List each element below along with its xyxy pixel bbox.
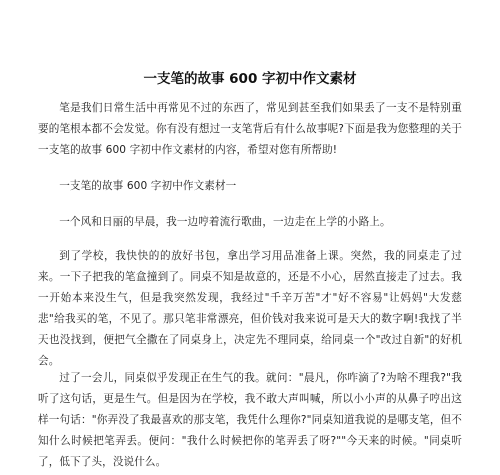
body-paragraph-1: 一个风和日丽的早晨，我一边哼着流行歌曲，一边走在上学的小路上。 bbox=[59, 216, 391, 228]
section-heading: 一支笔的故事 600 字初中作文素材一 bbox=[59, 180, 237, 192]
article-title: 一支笔的故事 600 字初中作文素材 bbox=[143, 71, 357, 88]
body-paragraph-3: 过了一会儿，同桌似乎发现正在生气的我。就问："晨凡，你咋滴了?为啥不理我?"我听了这句话，更是生气。但是因为在学校，我不敢大声叫喊，所以小小声的从鼻子哼出这样一句话："你弄没了我最喜欢的那支笔，我凭什么理你?"同桌知道我说的是哪支笔，但不知什么时候把笔弄丢。便问："我什么时候把你的笔弄丢了呀?""今天来的时候。"同桌听了，低下了头，没说什么。 bbox=[38, 372, 462, 468]
intro-paragraph: 笔是我们日常生活中再常见不过的东西了，常见到甚至我们如果丢了一支不是特别重要的笔根本都不会发觉。你有没有想过一支笔背后有什么故事呢?下面是我为您整理的关于一支笔的故事 600 字初中作文素材的内容，希望对您有所帮助! bbox=[38, 102, 462, 156]
body-paragraph-2: 到了学校，我快快的的放好书包，拿出学习用品准备上课。突然，我的同桌走了过来。一下子把我的笔盒撞到了。同桌不知是故意的，还是不小心，居然直接走了过去。我一开始本来没生气，但是我突然发现，我经过"千辛万苦"才"好不容易"让妈妈"大发慈悲"给我买的笔，不见了。那只笔非常漂亮，但价钱对我来说可是天大的数字啊!我找了半天也没找到，便把气全撒在了同桌身上，决定先不理同桌，给同桌一个"改过自新"的好机会。 bbox=[38, 250, 462, 367]
